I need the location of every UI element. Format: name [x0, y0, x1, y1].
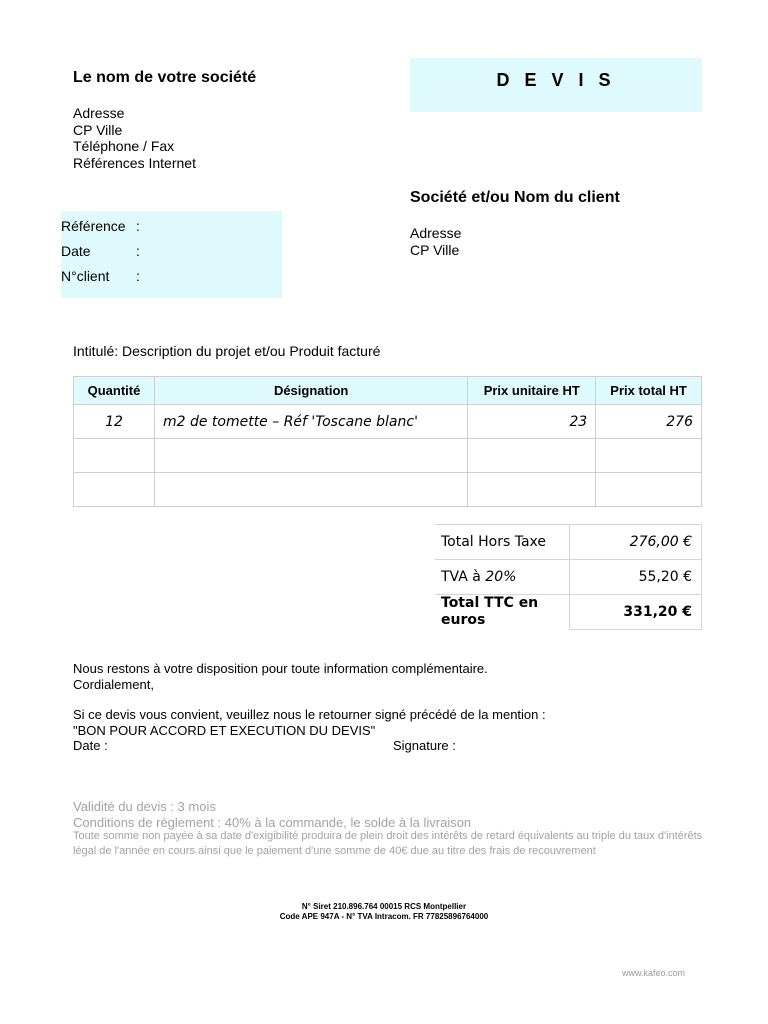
cell-unit-price: 23: [468, 405, 596, 439]
tva-value: 55,20 €: [570, 560, 702, 595]
document-title-box: [410, 58, 702, 112]
validity-text: Validité du devis : 3 mois: [73, 799, 216, 814]
company-name: Le nom de votre société: [73, 69, 257, 86]
cell-quantity: [74, 439, 155, 473]
message-line: Cordialement,: [73, 676, 154, 692]
header-total-price: Prix total HT: [596, 377, 702, 405]
cell-total-price: [596, 439, 702, 473]
date-sep: :: [136, 243, 140, 259]
cell-quantity: [74, 473, 155, 507]
message-line: "BON POUR ACCORD ET EXECUTION DU DEVIS": [73, 722, 376, 738]
siret-line: N° Siret 210.896.764 00015 RCS Montpellier: [301, 902, 467, 911]
header-quantity: Quantité: [74, 377, 155, 405]
totals-table: [435, 524, 702, 630]
tva-label-text: TVA à: [441, 569, 486, 585]
website-footer: www.kafeo.com: [622, 968, 686, 978]
closing-message: [73, 661, 546, 754]
table-row: [74, 405, 702, 439]
message-line: Nous restons à votre disposition pour toute information complémentaire.: [73, 661, 488, 676]
cell-designation: m2 de tomette – Réf 'Toscane blanc': [154, 405, 467, 439]
table-row: [74, 473, 702, 507]
project-title: Intitulé: Description du projet et/ou Produit facturé: [73, 343, 381, 359]
tva-row: [435, 560, 702, 595]
total-ht-row: [435, 525, 702, 560]
signature-row: [73, 738, 546, 754]
total-ht-value: 276,00 €: [570, 525, 702, 560]
payment-terms-text: Conditions de règlement : 40% à la commande, le solde à la livraison: [73, 815, 472, 830]
client-number-sep: :: [136, 268, 140, 284]
client-address: Adresse: [410, 225, 462, 241]
cell-designation: [154, 439, 467, 473]
company-address: Adresse: [73, 105, 125, 121]
company-address-block: [73, 105, 196, 171]
date-row: [61, 243, 140, 259]
reference-row: [61, 218, 140, 234]
tva-rate: 20%: [485, 569, 517, 585]
date-label: Date: [61, 243, 91, 259]
header-designation: Désignation: [154, 377, 467, 405]
document-title: D E V I S: [496, 70, 616, 90]
table-header-row: [74, 377, 702, 405]
client-number-row: [61, 268, 140, 284]
items-table: [73, 376, 702, 507]
cell-designation: [154, 473, 467, 507]
cell-total-price: 276: [596, 405, 702, 439]
cell-total-price: [596, 473, 702, 507]
table-row: [74, 439, 702, 473]
reference-box: [61, 211, 282, 298]
total-ht-label: Total Hors Taxe: [435, 525, 570, 560]
tva-label: [435, 560, 570, 595]
cell-quantity: 12: [74, 405, 155, 439]
message-line: Si ce devis vous convient, veuillez nous le retourner signé précédé de la mention :: [73, 707, 546, 722]
ape-vat-line: Code APE 947A - N° TVA Intracom. FR 77825896764000: [279, 912, 489, 921]
company-city: CP Ville: [73, 121, 123, 138]
reference-label: Référence: [61, 218, 126, 234]
total-ttc-value: 331,20 €: [570, 595, 702, 630]
client-name: Société et/ou Nom du client: [410, 189, 620, 206]
legal-info: [0, 902, 768, 922]
client-city: CP Ville: [410, 242, 460, 258]
total-ttc-label: Total TTC en euros: [435, 595, 570, 630]
company-phone: Téléphone / Fax: [73, 138, 175, 154]
client-address-block: [410, 225, 461, 259]
signature-label: Signature :: [393, 738, 456, 753]
date-signature-label: Date :: [73, 738, 108, 753]
client-number-label: N°client: [61, 268, 110, 284]
header-unit-price: Prix unitaire HT: [468, 377, 596, 405]
reference-sep: :: [136, 218, 140, 234]
company-web: Références Internet: [73, 154, 196, 171]
penalty-text: Toute somme non payée à sa date d'exigibilité produira de plein droit des intérêts de retard équivalents au triple du taux d'intérêts légal de l'année en cours ainsi que le paiement d'une somme de 40€ due au titre des frais de recouvrement: [73, 830, 703, 857]
cell-unit-price: [468, 439, 596, 473]
conditions-block: [73, 799, 471, 831]
total-ttc-row: [435, 595, 702, 630]
cell-unit-price: [468, 473, 596, 507]
